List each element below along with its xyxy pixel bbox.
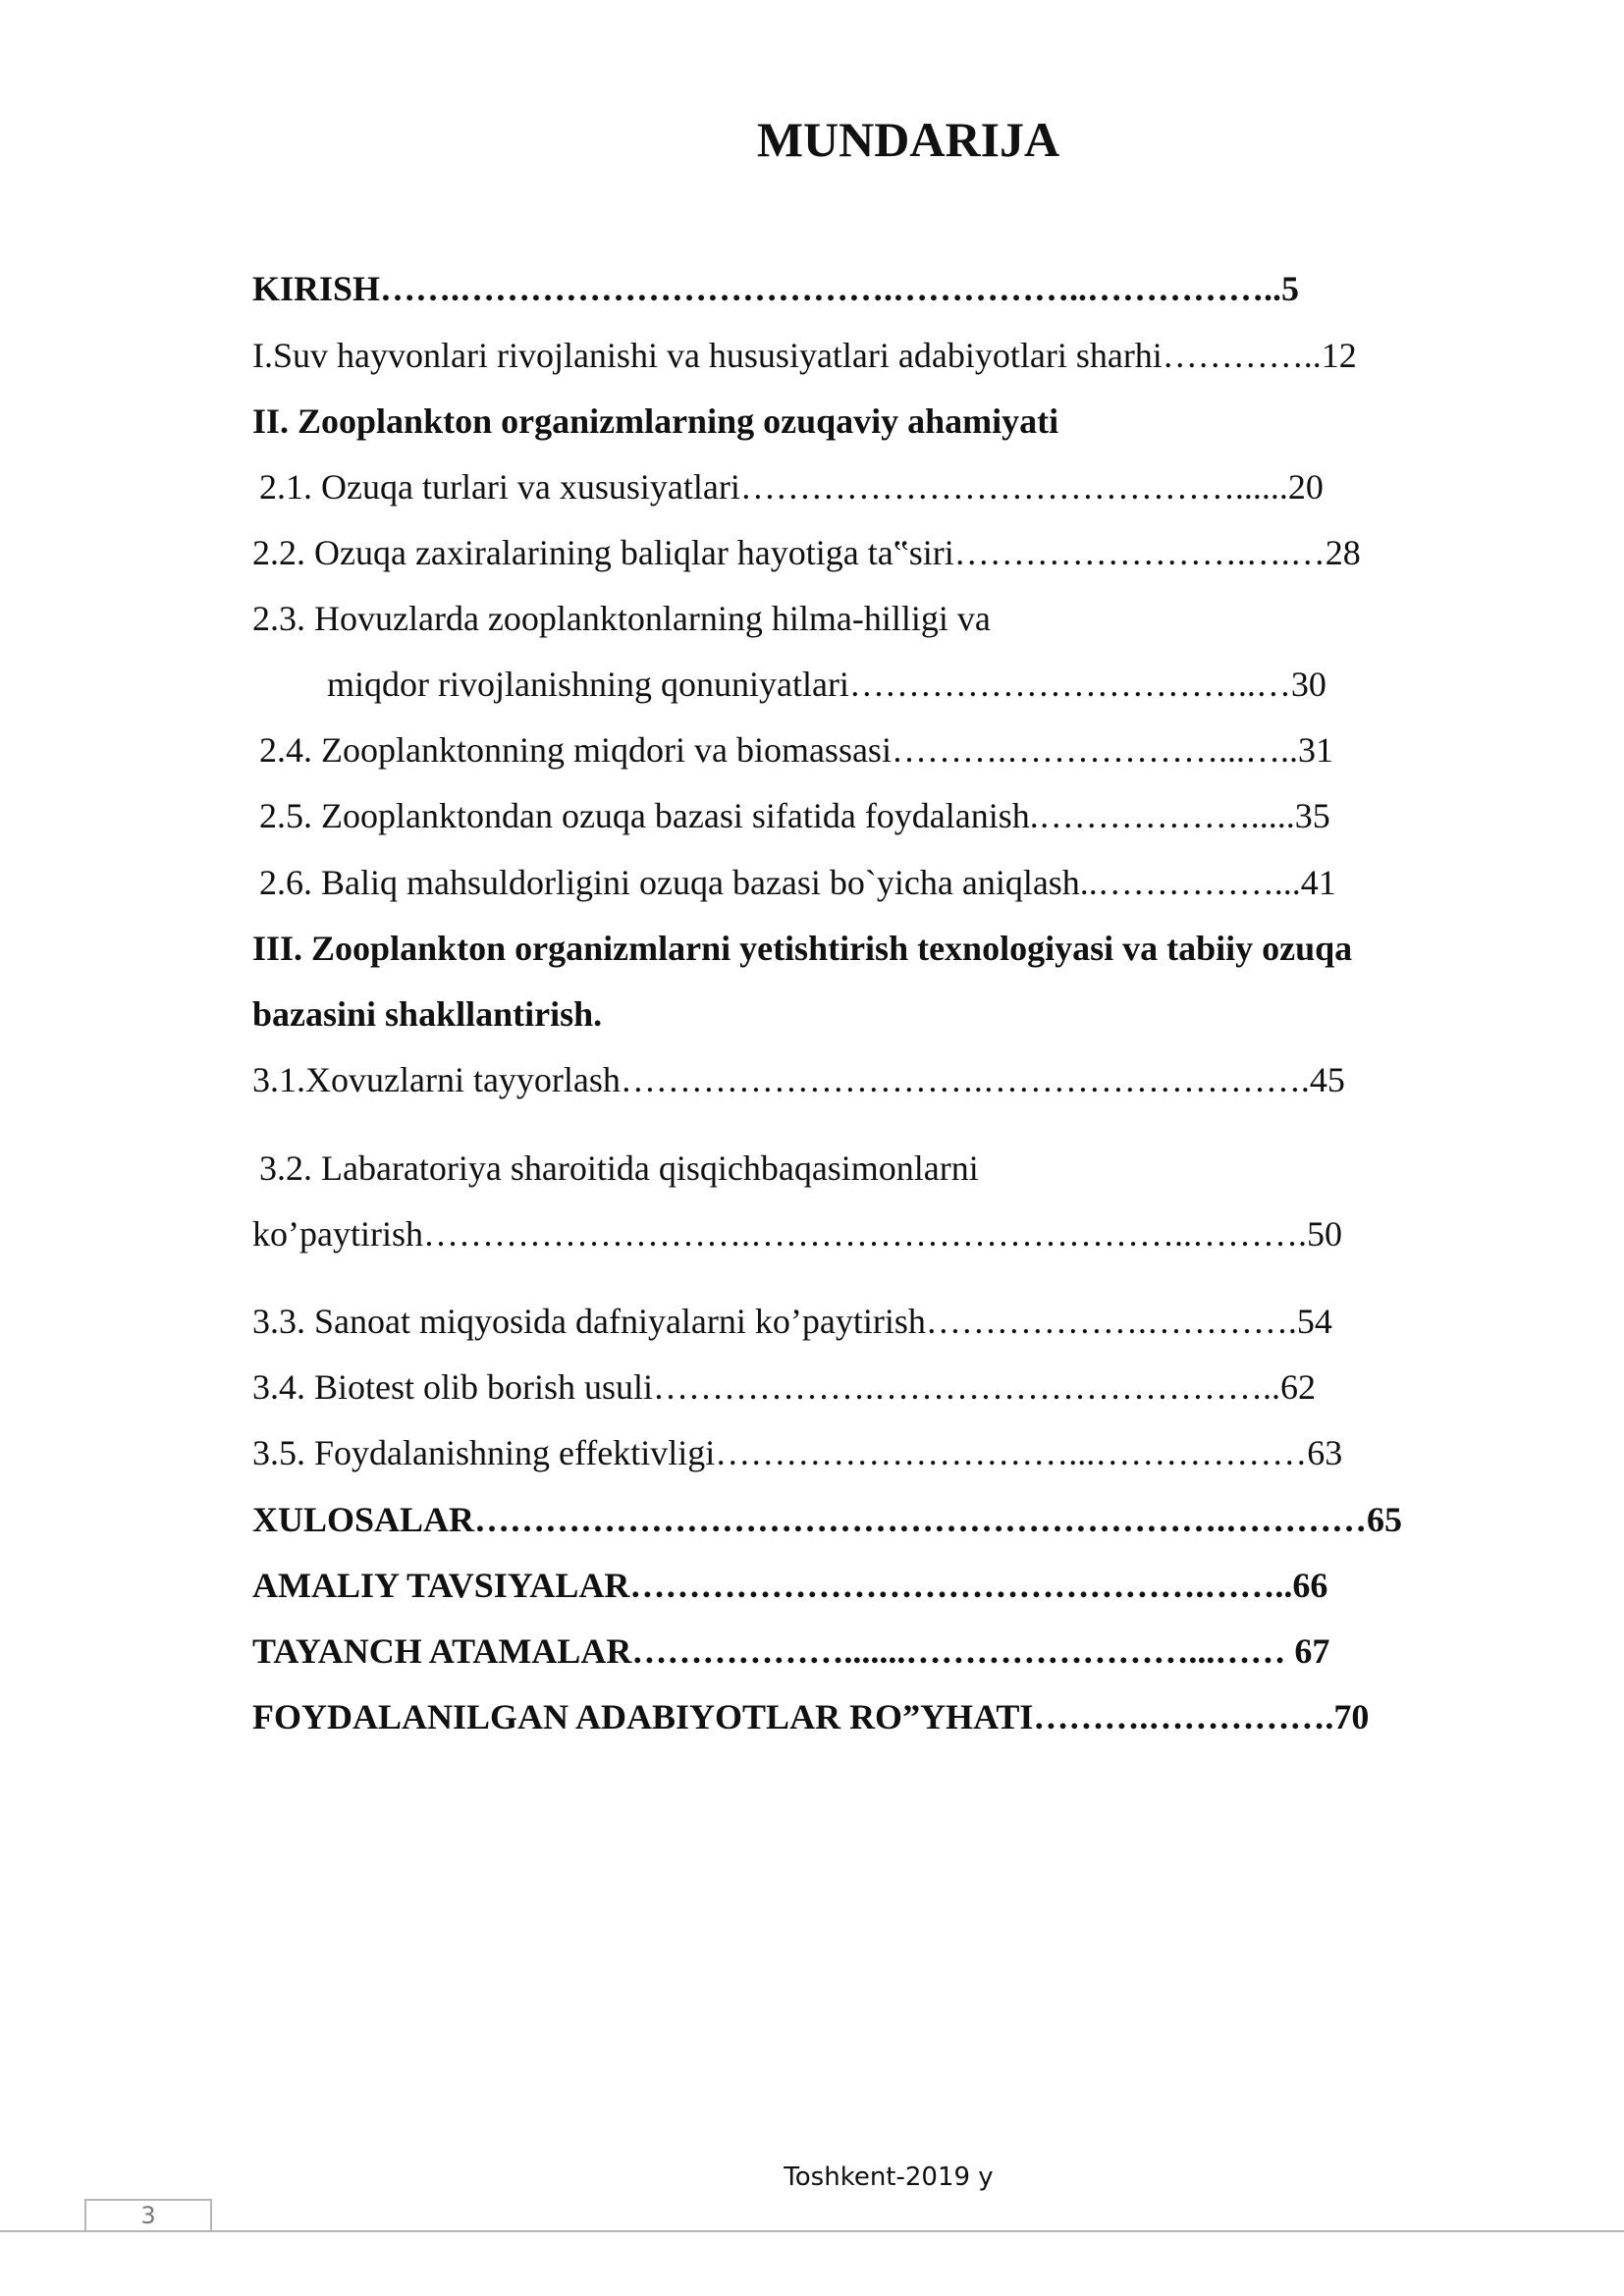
toc-entry-2-2: 2.2. Ozuqa zaxiralarining baliqlar hayotiga ta‟siri…………………….….…28 xyxy=(252,533,1361,572)
toc-entry-2-1: 2.1. Ozuqa turlari va xususiyatlari……………………………………......20 xyxy=(259,467,1324,507)
footer-text: Toshkent-2019 y xyxy=(784,2163,994,2192)
toc-entry-3-5: 3.5. Foydalanishning effektivligi…………………………...………………63 xyxy=(252,1433,1343,1472)
toc-entry-chapter-3: III. Zooplankton organizmlarni yetishtirish texnologiyasi va tabiiy ozuqa xyxy=(252,929,1353,968)
toc-entry-tayanch-atamalar: TAYANCH ATAMALAR……………….......……………………...…… 67 xyxy=(252,1631,1330,1671)
toc-entry-3-3: 3.3. Sanoat miqyosida dafniyalarni ko’paytirish……………….………….54 xyxy=(252,1302,1332,1341)
toc-entry-2-5: 2.5. Zooplanktondan ozuqa bazasi sifatida foydalanish.……………….....35 xyxy=(259,796,1330,835)
toc-entry-amaliy-tavsiyalar: AMALIY TAVSIYALAR………………………………………….……..66 xyxy=(252,1566,1328,1605)
toc-entry-2-6: 2.6. Baliq mahsuldorligini ozuqa bazasi bo`yicha aniqlash..……………...41 xyxy=(259,863,1336,902)
toc-entry-3-2-continued: ko’paytirish……………………….………………………………..……….50 xyxy=(252,1214,1342,1254)
toc-entry-3-4: 3.4. Biotest olib borish usuli……………….……………………………..62 xyxy=(252,1367,1317,1407)
toc-entry-3-2: 3.2. Labaratoriya sharoitida qisqichbaqasimonlarni xyxy=(259,1148,979,1188)
toc-entry-3-1: 3.1.Xovuzlarni tayyorlash………………………….……………………….45 xyxy=(252,1060,1345,1099)
page-title: MUNDARIJA xyxy=(756,112,1060,167)
toc-entry-chapter-2: II. Zooplankton organizmlarning ozuqaviy ahamiyati xyxy=(252,401,1059,441)
toc-entry-2-3: 2.3. Hovuzlarda zooplanktonlarning hilma-hilligi va xyxy=(252,599,991,638)
toc-entry-foydalanilgan-adabiyotlar: FOYDALANILGAN ADABIYOTLAR RO”YHATI……….…………….70 xyxy=(252,1697,1370,1736)
toc-entry-2-4: 2.4. Zooplanktonning miqdori va biomassasi……….………………...…..31 xyxy=(259,730,1333,770)
toc-entry-2-3-continued: miqdor rivojlanishning qonuniyatlari……………………………..…30 xyxy=(327,665,1326,704)
toc-entry-xulosalar: XULOSALAR……………………………………………………….…………65 xyxy=(252,1500,1403,1539)
toc-entry-chapter-3-continued: bazasini shakllantirish. xyxy=(252,994,603,1034)
page-number: 3 xyxy=(140,2202,156,2229)
footer-divider xyxy=(0,2230,1624,2232)
toc-entry-chapter-1: I.Suv hayvonlari rivojlanishi va hususiyatlari adabiyotlari sharhi…………..12 xyxy=(252,336,1357,375)
toc-entry-kirish: KIRISH…….……………………………….……………..……………..5 xyxy=(252,269,1300,308)
